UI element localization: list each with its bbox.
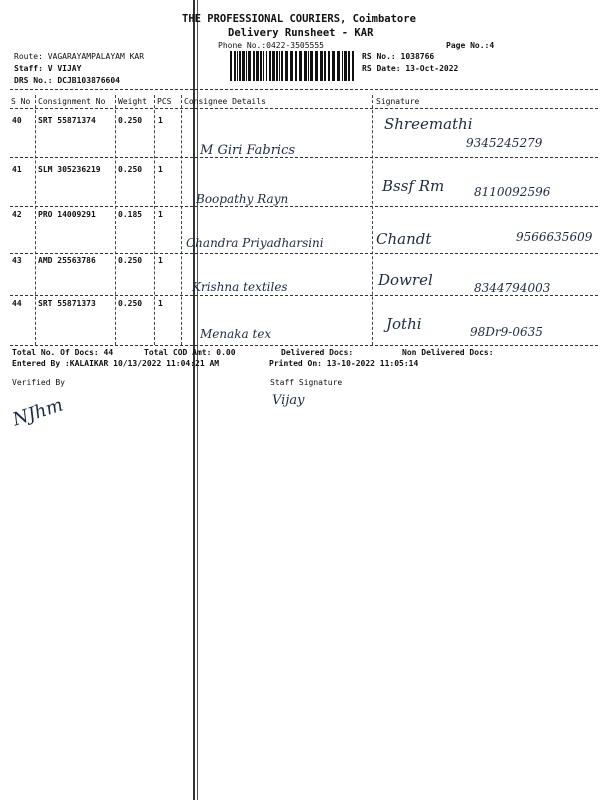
consignee-handwritten: Menaka tex xyxy=(200,327,272,341)
col-header-sno: S No xyxy=(11,97,31,106)
printed-on: Printed On: 13-10-2022 11:05:14 xyxy=(269,359,419,368)
staff-label: Staff: V VIJAY xyxy=(14,64,82,73)
col-header-weight: Weight xyxy=(118,97,147,106)
company-title: THE PROFESSIONAL COURIERS, Coimbatore xyxy=(182,13,416,25)
row-consignment: PRO 14009291 xyxy=(38,210,96,219)
col-header-consignment: Consignment No xyxy=(38,97,106,106)
total-cod: Total COD Amt: 0.00 xyxy=(144,348,236,357)
verified-signature: NJhm xyxy=(10,394,66,431)
row-pcs: 1 xyxy=(158,210,163,219)
drs-number: DRS No.: DCJB103876604 xyxy=(14,76,120,85)
row-pcs: 1 xyxy=(158,165,163,174)
page-number: Page No.:4 xyxy=(446,41,495,50)
phone-handwritten: 9345245279 xyxy=(466,136,543,150)
staff-signature-label: Staff Signature xyxy=(270,378,343,387)
col-header-signature: Signature xyxy=(376,97,420,106)
consignee-handwritten: M Giri Fabrics xyxy=(200,143,296,158)
table-row xyxy=(0,110,600,157)
phone-handwritten: 8110092596 xyxy=(474,185,551,199)
consignee-handwritten: Krishna textiles xyxy=(192,280,288,294)
phone-handwritten: 8344794003 xyxy=(474,281,551,295)
signature-handwritten: Shreemathi xyxy=(384,115,473,133)
phone-number: Phone No.:0422-3505555 xyxy=(218,41,324,50)
non-delivered-docs: Non Delivered Docs: xyxy=(402,348,494,357)
row-pcs: 1 xyxy=(158,299,163,308)
row-sno: 44 xyxy=(12,299,22,308)
verified-by-label: Verified By xyxy=(12,378,65,387)
entered-by: Entered By :KALAIKAR 10/13/2022 11:04:21 AM xyxy=(12,359,220,368)
row-weight: 0.250 xyxy=(118,165,143,174)
row-consignment: AMD 25563786 xyxy=(38,256,96,265)
table-row xyxy=(0,255,600,295)
signature-handwritten: Dowrel xyxy=(378,271,433,289)
col-header-pcs: PCS xyxy=(157,97,172,106)
row-weight: 0.250 xyxy=(118,116,143,125)
row-sno: 40 xyxy=(12,116,22,125)
row-pcs: 1 xyxy=(158,116,163,125)
barcode xyxy=(229,51,357,81)
consignee-handwritten: Chandra Priyadharsini xyxy=(186,236,324,250)
total-docs: Total No. Of Docs: 44 xyxy=(12,348,114,357)
signature-handwritten: Chandt xyxy=(376,230,432,248)
col-header-consignee: Consignee Details xyxy=(184,97,266,106)
table-row xyxy=(0,159,600,206)
row-sno: 42 xyxy=(12,210,22,219)
consignee-handwritten: Boopathy Rayn xyxy=(196,192,289,206)
row-sno: 43 xyxy=(12,256,22,265)
row-consignment: SRT 55871373 xyxy=(38,299,96,308)
delivered-docs: Delivered Docs: xyxy=(281,348,354,357)
row-consignment: SLM 305236219 xyxy=(38,165,101,174)
row-pcs: 1 xyxy=(158,256,163,265)
phone-handwritten: 9566635609 xyxy=(516,230,593,244)
route-label: Route: VAGARAYAMPALAYAM KAR xyxy=(14,52,145,61)
table-row xyxy=(0,208,600,253)
row-weight: 0.250 xyxy=(118,299,143,308)
runsheet-subtitle: Delivery Runsheet - KAR xyxy=(228,27,374,39)
signature-handwritten: Bssf Rm xyxy=(382,177,445,195)
rs-date: RS Date: 13-Oct-2022 xyxy=(362,64,459,73)
rs-number: RS No.: 1038766 xyxy=(362,52,435,61)
staff-signature: Vijay xyxy=(272,393,305,408)
table-row xyxy=(0,297,600,345)
row-weight: 0.250 xyxy=(118,256,143,265)
row-consignment: SRT 55871374 xyxy=(38,116,96,125)
row-weight: 0.185 xyxy=(118,210,143,219)
row-sno: 41 xyxy=(12,165,22,174)
phone-handwritten: 98Dr9-0635 xyxy=(470,325,543,339)
signature-handwritten: Jothi xyxy=(386,315,422,333)
